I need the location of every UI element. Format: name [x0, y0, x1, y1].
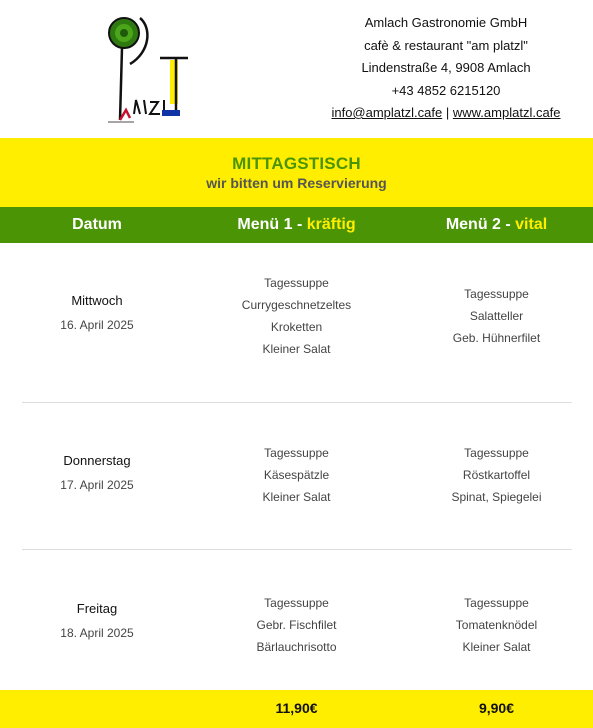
menu1-cell [200, 442, 393, 508]
day-date: 16. April 2025 [60, 318, 134, 332]
company-tagline: cafè & restaurant "am platzl" [364, 37, 528, 53]
day-name: Mittwoch [71, 293, 123, 308]
link-separator: | [445, 105, 450, 120]
menu2-title: Menü 2 - [445, 216, 516, 233]
website-link[interactable]: www.amplatzl.cafe [452, 105, 561, 120]
menu2-price: 9,90€ [478, 700, 515, 716]
column-header-row [0, 207, 593, 243]
table-row [0, 403, 593, 549]
banner-subtitle: wir bitten um Reservierung [206, 175, 387, 191]
column-header-date: Datum [72, 216, 122, 233]
menu1-cell [200, 592, 393, 658]
menu-item: Tagessuppe [264, 446, 329, 460]
menu2-cell [400, 442, 593, 508]
menu2-accent: vital [515, 216, 548, 233]
day-cell [22, 453, 172, 492]
menu2-cell [400, 283, 593, 349]
table-row [0, 243, 593, 402]
menu-item: Tagessuppe [264, 596, 329, 610]
day-cell [22, 293, 172, 332]
menu-item: Gebr. Fischfilet [256, 618, 337, 632]
menu-item: Tagessuppe [464, 287, 529, 301]
table-row [0, 550, 593, 690]
day-date: 18. April 2025 [60, 626, 134, 640]
price-row [0, 690, 593, 728]
menu-item: Röstkartoffel [462, 468, 531, 482]
header [0, 0, 593, 138]
menu-item: Bärlauchrisotto [256, 640, 337, 654]
menu-item: Tomatenknödel [455, 618, 538, 632]
email-link[interactable]: info@amplatzl.cafe [331, 105, 443, 120]
menu-item: Kleiner Salat [262, 342, 331, 356]
menu-item: Tagessuppe [464, 596, 529, 610]
column-header-menu2 [400, 216, 593, 234]
menu2-cell [400, 592, 593, 658]
day-name: Freitag [76, 601, 118, 616]
company-info [300, 12, 592, 125]
menu-item: Currygeschnetzeltes [241, 298, 352, 312]
platzl-logo-icon [104, 10, 192, 130]
menu1-price: 11,90€ [275, 700, 318, 716]
menu-item: Kroketten [270, 320, 323, 334]
menu-item: Kleiner Salat [462, 640, 531, 654]
company-address: Lindenstraße 4, 9908 Amlach [361, 60, 531, 75]
day-cell [22, 601, 172, 640]
company-phone: +43 4852 6215120 [391, 82, 501, 98]
menu-item: Käsespätzle [263, 468, 330, 482]
menu1-cell [200, 272, 393, 360]
menu-item: Salatteller [469, 309, 524, 323]
menu1-title: Menü 1 - [237, 216, 307, 233]
day-name: Donnerstag [63, 453, 131, 468]
column-header-menu1 [200, 216, 393, 234]
menu-item: Geb. Hühnerfilet [452, 331, 541, 345]
menu-item: Spinat, Spiegelei [451, 490, 542, 504]
day-date: 17. April 2025 [60, 478, 134, 492]
menu-item: Kleiner Salat [262, 490, 331, 504]
mittagstisch-banner [0, 138, 593, 207]
banner-title: MITTAGSTISCH [232, 154, 361, 173]
menu-item: Tagessuppe [264, 276, 329, 290]
menu-item: Tagessuppe [464, 446, 529, 460]
menu1-accent: kräftig [306, 216, 356, 233]
company-name: Amlach Gastronomie GmbH [364, 15, 528, 30]
contact-links [300, 102, 592, 125]
